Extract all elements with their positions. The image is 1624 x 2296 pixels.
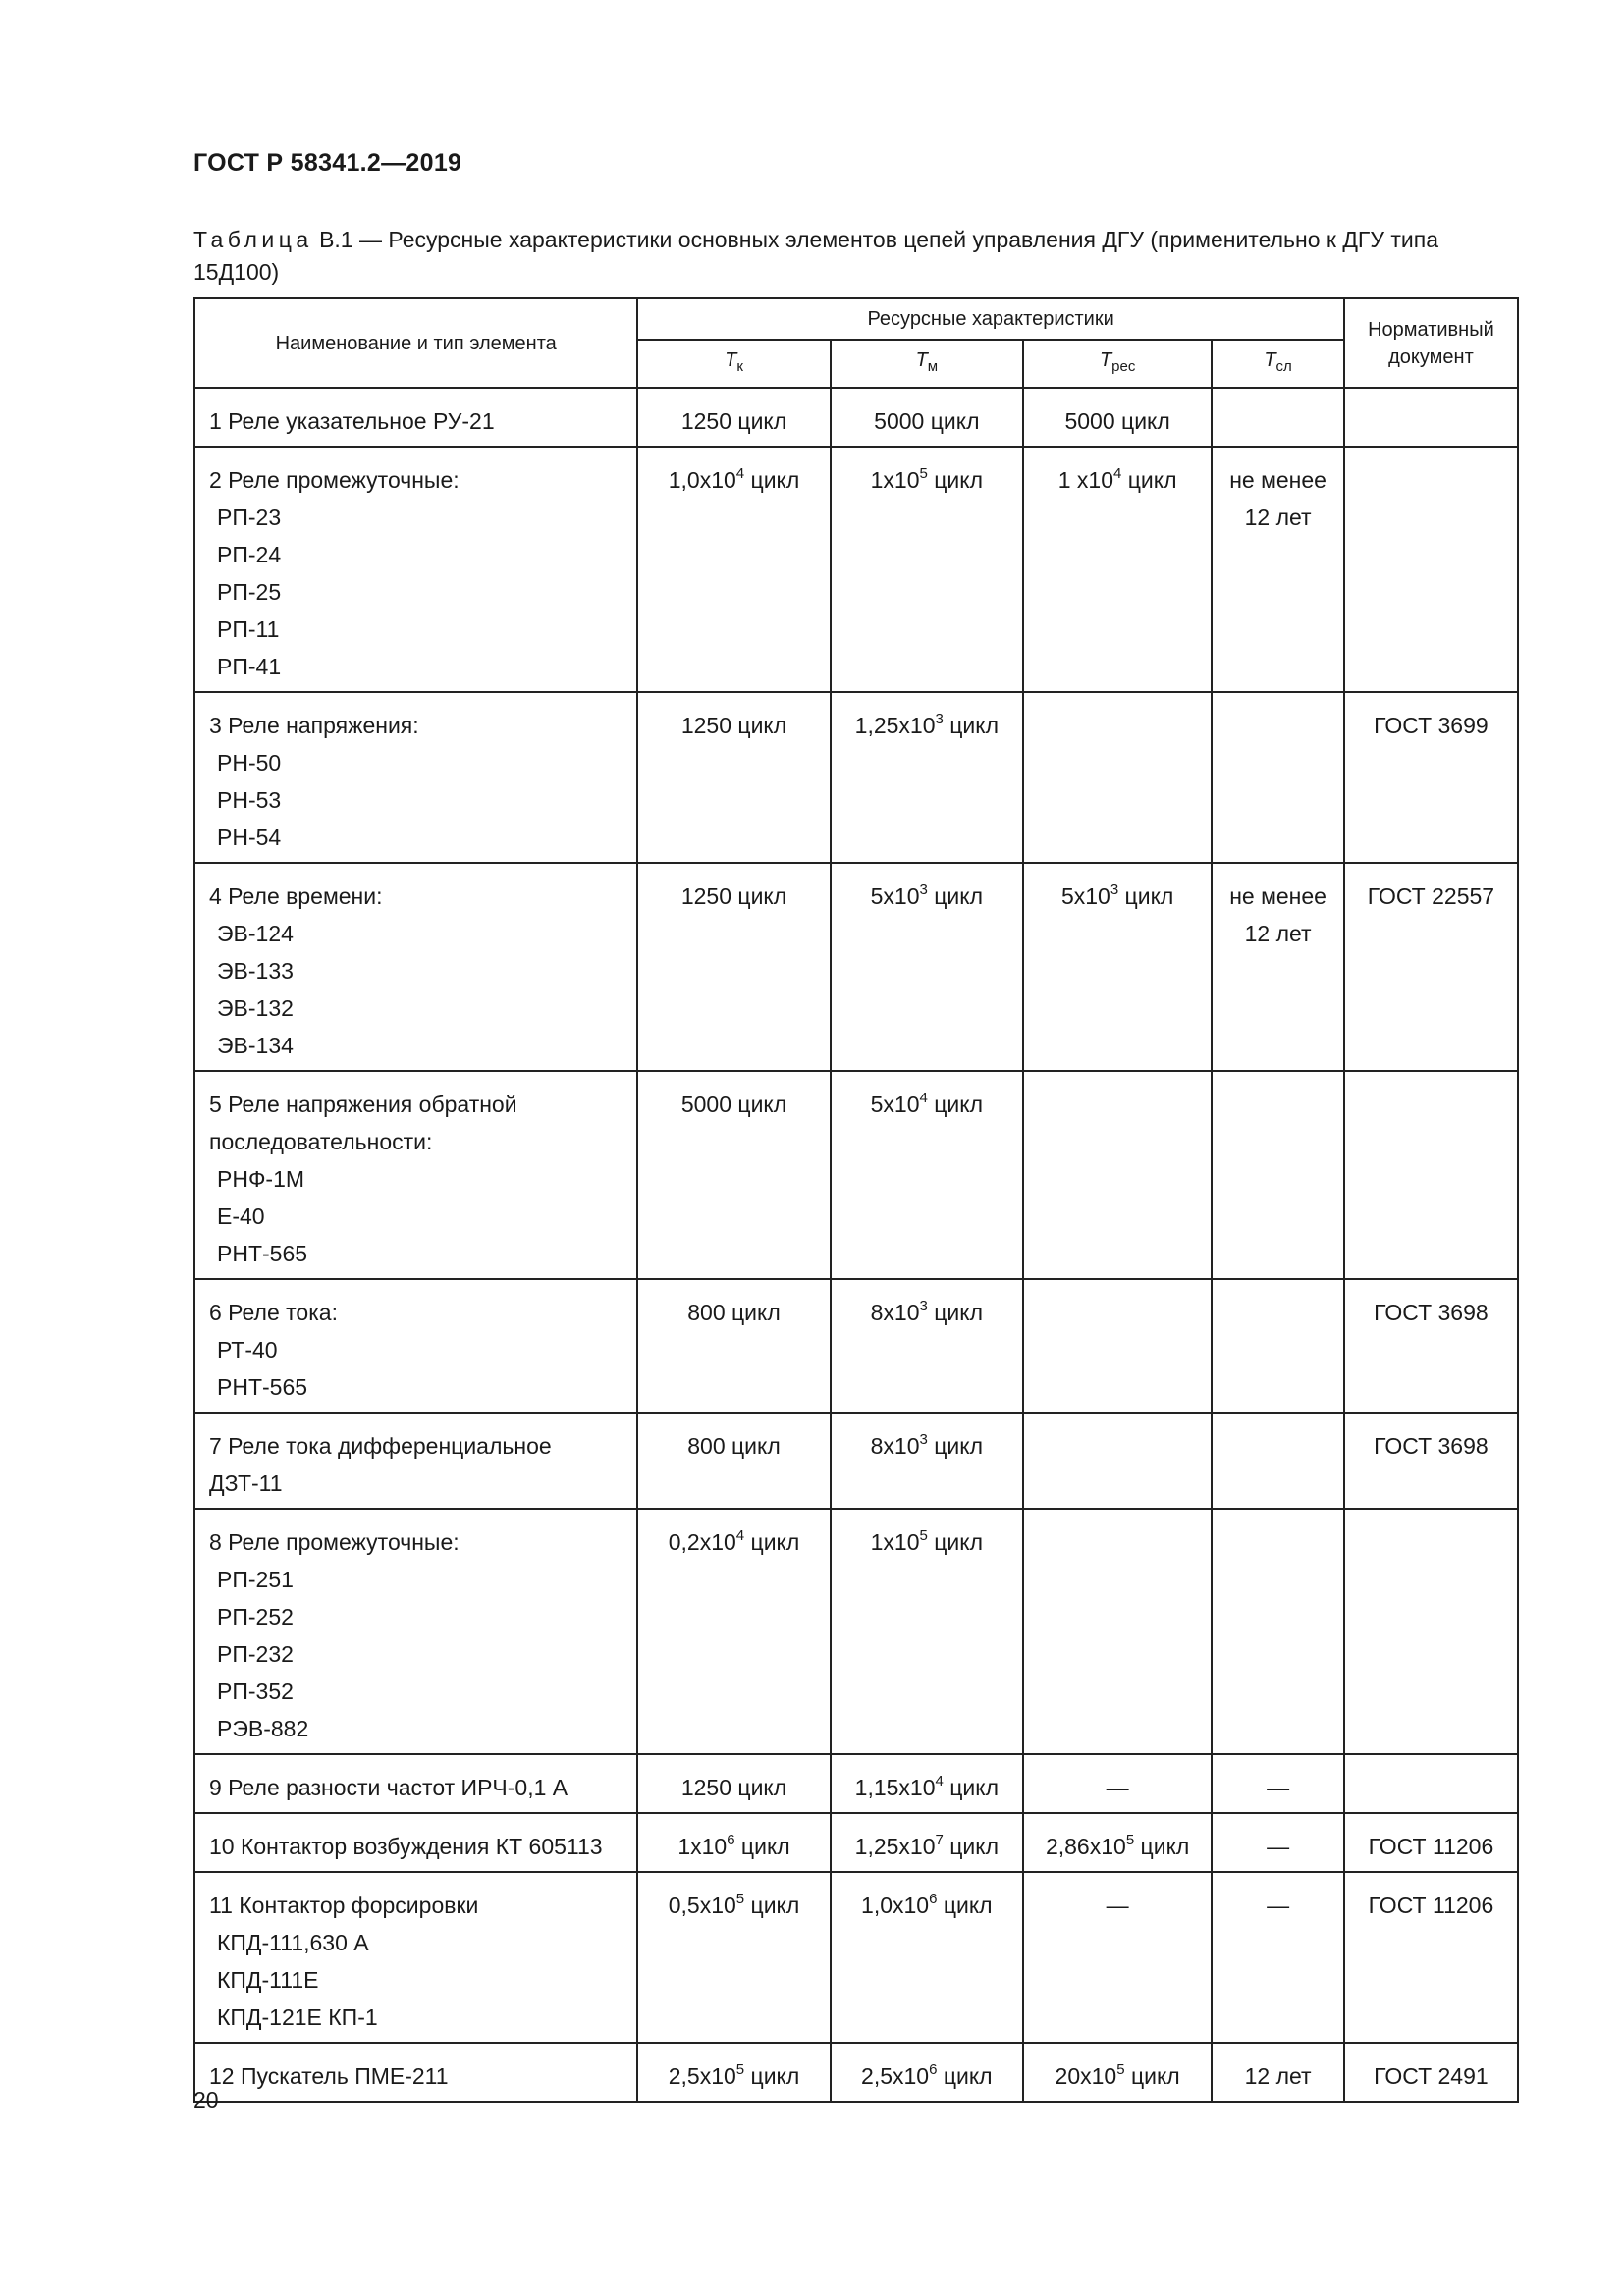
tk-value-unit: цикл [744, 1893, 800, 1918]
tm-value-exponent: 4 [919, 1090, 928, 1106]
element-type: РП-232 [217, 1641, 294, 1667]
tm-value-mantissa: 1,15х10 [854, 1775, 936, 1800]
element-type: РН-53 [217, 787, 282, 813]
header-tres [1023, 340, 1212, 388]
header-resource-group: Ресурсные характеристики [637, 298, 1344, 340]
normative-document: ГОСТ 3698 [1344, 1279, 1518, 1413]
tm-value-exponent: 4 [935, 1773, 944, 1789]
element-name: 12 Пускатель ПМЕ-211 [209, 2063, 449, 2089]
normative-document: ГОСТ 2491 [1344, 2043, 1518, 2102]
tres-value-mantissa: 5х10 [1060, 883, 1110, 909]
tk-value [637, 863, 830, 1071]
tm-value-unit: цикл [937, 2063, 993, 2089]
tk-value-mantissa: 2,5х10 [668, 2063, 736, 2089]
caption-label: Таблица [193, 227, 313, 252]
tk-value [637, 447, 830, 692]
tres-value-unit: цикл [1134, 1834, 1190, 1859]
tm-value-mantissa: 5000 цикл [874, 408, 980, 434]
tm-value [831, 1754, 1023, 1813]
normative-document [1344, 1754, 1518, 1813]
tres-value-mantissa: — [1106, 1893, 1129, 1918]
element-name-cell [194, 1071, 637, 1279]
element-name: 5 Реле напряжения обратной последовательности: [209, 1092, 517, 1154]
tres-value-mantissa: 2,86х10 [1045, 1834, 1126, 1859]
element-name-cell [194, 447, 637, 692]
element-type: ЭВ-133 [217, 958, 294, 984]
element-name-cell [194, 1279, 637, 1413]
tres-value-exponent: 3 [1110, 881, 1119, 898]
tres-value-unit: цикл [1121, 467, 1177, 493]
tm-value-unit: цикл [927, 1092, 984, 1117]
element-type: РЭВ-882 [217, 1716, 309, 1741]
table-body [194, 388, 1518, 2102]
tres-value-mantissa: 20х10 [1055, 2063, 1117, 2089]
element-type: РП-24 [217, 542, 282, 567]
tm-value-unit: цикл [943, 1834, 1000, 1859]
element-type: ЭВ-134 [217, 1033, 294, 1058]
tk-value [637, 1813, 830, 1872]
element-type: РП-41 [217, 654, 282, 679]
tm-value-unit: цикл [927, 1433, 984, 1459]
element-name: 6 Реле тока: [209, 1300, 338, 1325]
tk-value [637, 1413, 830, 1509]
tm-value-exponent: 3 [919, 881, 928, 898]
normative-document: ГОСТ 22557 [1344, 863, 1518, 1071]
element-name-cell [194, 1509, 637, 1754]
element-name: 1 Реле указательное РУ-21 [209, 408, 495, 434]
tk-value [637, 1872, 830, 2043]
element-type: РНФ-1М [217, 1166, 305, 1192]
element-name-cell [194, 1872, 637, 2043]
element-name-cell [194, 692, 637, 863]
tsl-value [1212, 1071, 1344, 1279]
tm-value-mantissa: 8х10 [870, 1433, 920, 1459]
tm-value-exponent: 5 [919, 465, 928, 482]
tsl-value [1212, 1413, 1344, 1509]
normative-document [1344, 447, 1518, 692]
tsl-value [1212, 388, 1344, 447]
element-type: РНТ-565 [217, 1374, 308, 1400]
tres-value-unit: цикл [1124, 2063, 1180, 2089]
tm-value-exponent: 7 [935, 1832, 944, 1848]
tsl-value: — [1212, 1813, 1344, 1872]
tk-value [637, 1071, 830, 1279]
tm-value-mantissa: 1,25х10 [854, 1834, 936, 1859]
element-type: РНТ-565 [217, 1241, 308, 1266]
element-type: ЭВ-124 [217, 921, 294, 946]
tk-value-mantissa: 0,2х10 [668, 1529, 736, 1555]
table-row [194, 692, 1518, 863]
tk-value-mantissa: 1250 цикл [680, 1775, 787, 1800]
table-caption [193, 224, 1519, 289]
tres-value [1023, 1754, 1212, 1813]
tsl-value: 12 лет [1212, 2043, 1344, 2102]
tk-value [637, 388, 830, 447]
header-tres-symbol: T [1099, 349, 1112, 371]
tk-value-unit: цикл [744, 2063, 800, 2089]
element-name: 2 Реле промежуточные: [209, 467, 460, 493]
tk-value-mantissa: 1250 цикл [680, 408, 787, 434]
normative-document: ГОСТ 3699 [1344, 692, 1518, 863]
tm-value [831, 1413, 1023, 1509]
header-tk-sub: к [736, 358, 743, 375]
tk-value-mantissa: 800 цикл [687, 1433, 781, 1459]
tk-value [637, 1279, 830, 1413]
tres-value [1023, 1872, 1212, 2043]
element-name-cell [194, 1813, 637, 1872]
tk-value-exponent: 5 [735, 2061, 745, 2078]
header-tm-symbol: T [915, 349, 928, 371]
tm-value [831, 1279, 1023, 1413]
element-name-cell [194, 1413, 637, 1509]
table-row [194, 1071, 1518, 1279]
element-type: РП-23 [217, 505, 282, 530]
caption-text: В.1 — Ресурсные характеристики основных элементов цепей управления ДГУ (применительно к ДГУ типа 15Д100) [193, 227, 1438, 285]
tsl-value: не менее 12 лет [1212, 447, 1344, 692]
tk-value-unit: цикл [744, 1529, 800, 1555]
table-row [194, 1279, 1518, 1413]
tm-value-unit: цикл [927, 1529, 984, 1555]
tres-value-mantissa: 5000 цикл [1064, 408, 1170, 434]
tres-value-exponent: 5 [1125, 1832, 1135, 1848]
element-type: РП-251 [217, 1567, 294, 1592]
document-code: ГОСТ Р 58341.2—2019 [193, 149, 462, 177]
header-tres-sub: рес [1111, 358, 1136, 375]
tk-value-mantissa: 1250 цикл [680, 883, 787, 909]
tm-value [831, 1509, 1023, 1754]
header-tk-symbol: T [725, 349, 737, 371]
element-type: РТ-40 [217, 1337, 278, 1362]
tm-value-exponent: 6 [929, 2061, 938, 2078]
element-name: 8 Реле промежуточные: [209, 1529, 460, 1555]
normative-document: ГОСТ 11206 [1344, 1872, 1518, 2043]
header-tsl-symbol: T [1264, 349, 1276, 371]
tres-value-unit: цикл [1118, 883, 1174, 909]
element-type: РП-252 [217, 1604, 294, 1629]
tres-value [1023, 2043, 1212, 2102]
table-row [194, 1872, 1518, 2043]
table-row [194, 2043, 1518, 2102]
element-name-cell [194, 863, 637, 1071]
tm-value-exponent: 5 [919, 1527, 928, 1544]
tres-value [1023, 1279, 1212, 1413]
tk-value-exponent: 5 [735, 1891, 745, 1907]
header-tk [637, 340, 830, 388]
page-number: 20 [193, 2087, 219, 2112]
tm-value-unit: цикл [943, 1775, 1000, 1800]
tm-value-unit: цикл [927, 467, 984, 493]
tm-value-exponent: 6 [929, 1891, 938, 1907]
element-name-cell [194, 1754, 637, 1813]
tsl-value: не менее 12 лет [1212, 863, 1344, 1071]
element-name: 10 Контактор возбуждения КТ 605113 [209, 1834, 603, 1859]
tsl-value: — [1212, 1754, 1344, 1813]
tm-value-unit: цикл [927, 883, 984, 909]
tsl-value [1212, 692, 1344, 863]
table-row [194, 388, 1518, 447]
tm-value [831, 1872, 1023, 2043]
tm-value-mantissa: 8х10 [870, 1300, 920, 1325]
table-row [194, 1813, 1518, 1872]
tk-value-mantissa: 0,5х10 [668, 1893, 736, 1918]
element-name: 9 Реле разности частот ИРЧ-0,1 А [209, 1775, 568, 1800]
tsl-value [1212, 1279, 1344, 1413]
element-type: РП-352 [217, 1679, 294, 1704]
header-tsl-sub: сл [1275, 358, 1292, 375]
tres-value-mantissa: — [1106, 1775, 1129, 1800]
header-tm-sub: м [927, 358, 939, 375]
tm-value-unit: цикл [927, 1300, 984, 1325]
tk-value-exponent: 4 [735, 465, 745, 482]
resource-table [193, 297, 1519, 2103]
element-type: РП-25 [217, 579, 282, 605]
tm-value-exponent: 3 [919, 1298, 928, 1314]
tm-value [831, 388, 1023, 447]
tm-value [831, 1813, 1023, 1872]
tres-value [1023, 692, 1212, 863]
tres-value [1023, 388, 1212, 447]
tres-value [1023, 447, 1212, 692]
tm-value-mantissa: 1,25х10 [854, 713, 936, 738]
tm-value [831, 863, 1023, 1071]
element-type: РН-50 [217, 750, 282, 775]
header-normative-document: Нормативный документ [1344, 298, 1518, 388]
tres-value [1023, 1813, 1212, 1872]
tk-value-mantissa: 5000 цикл [680, 1092, 787, 1117]
tres-value-exponent: 5 [1116, 2061, 1125, 2078]
header-name: Наименование и тип элемента [194, 298, 637, 388]
table-row [194, 1509, 1518, 1754]
tm-value-unit: цикл [937, 1893, 993, 1918]
element-type: РН-54 [217, 825, 282, 850]
tk-value-mantissa: 800 цикл [687, 1300, 781, 1325]
tm-value-mantissa: 1х10 [870, 1529, 920, 1555]
tm-value-exponent: 3 [935, 711, 944, 727]
tk-value-unit: цикл [744, 467, 800, 493]
tm-value-mantissa: 5х10 [870, 1092, 920, 1117]
tres-value [1023, 1071, 1212, 1279]
normative-document: ГОСТ 3698 [1344, 1413, 1518, 1509]
tm-value-unit: цикл [943, 713, 1000, 738]
element-type: КПД-111Е [217, 1967, 319, 1993]
element-name: 3 Реле напряжения: [209, 713, 419, 738]
normative-document [1344, 1071, 1518, 1279]
element-type: ЭВ-132 [217, 995, 294, 1021]
tm-value-exponent: 3 [919, 1431, 928, 1448]
tk-value-mantissa: 1250 цикл [680, 713, 787, 738]
tm-value-mantissa: 5х10 [870, 883, 920, 909]
table-row [194, 1413, 1518, 1509]
element-name-cell [194, 2043, 637, 2102]
tk-value-unit: цикл [734, 1834, 790, 1859]
tm-value [831, 1071, 1023, 1279]
tm-value-mantissa: 2,5х10 [861, 2063, 930, 2089]
tres-value-mantissa: 1 х10 [1057, 467, 1114, 493]
tm-value-mantissa: 1х10 [870, 467, 920, 493]
tm-value-mantissa: 1,0х10 [861, 1893, 930, 1918]
tres-value [1023, 1509, 1212, 1754]
tres-value [1023, 863, 1212, 1071]
tm-value [831, 2043, 1023, 2102]
element-type: КПД-111,630 А [217, 1930, 369, 1955]
header-tm [831, 340, 1023, 388]
tm-value [831, 447, 1023, 692]
tsl-value [1212, 1509, 1344, 1754]
element-name-cell [194, 388, 637, 447]
element-type: КПД-121Е КП-1 [217, 2004, 378, 2030]
element-name: 11 Контактор форсировки [209, 1893, 479, 1918]
table-row [194, 863, 1518, 1071]
tk-value-exponent: 4 [735, 1527, 745, 1544]
header-tsl [1212, 340, 1344, 388]
element-name: 4 Реле времени: [209, 883, 383, 909]
tk-value [637, 1509, 830, 1754]
tk-value-exponent: 6 [727, 1832, 735, 1848]
tsl-value: — [1212, 1872, 1344, 2043]
normative-document [1344, 1509, 1518, 1754]
tk-value [637, 1754, 830, 1813]
tres-value [1023, 1413, 1212, 1509]
element-type: РП-11 [217, 616, 280, 642]
element-type: Е-40 [217, 1203, 265, 1229]
table-row [194, 447, 1518, 692]
tres-value-exponent: 4 [1113, 465, 1122, 482]
tk-value [637, 2043, 830, 2102]
element-name: 7 Реле тока дифференциальное ДЗТ-11 [209, 1433, 552, 1496]
table-row [194, 1754, 1518, 1813]
tk-value [637, 692, 830, 863]
tm-value [831, 692, 1023, 863]
tk-value-mantissa: 1х10 [677, 1834, 728, 1859]
normative-document [1344, 388, 1518, 447]
normative-document: ГОСТ 11206 [1344, 1813, 1518, 1872]
tk-value-mantissa: 1,0х10 [668, 467, 736, 493]
